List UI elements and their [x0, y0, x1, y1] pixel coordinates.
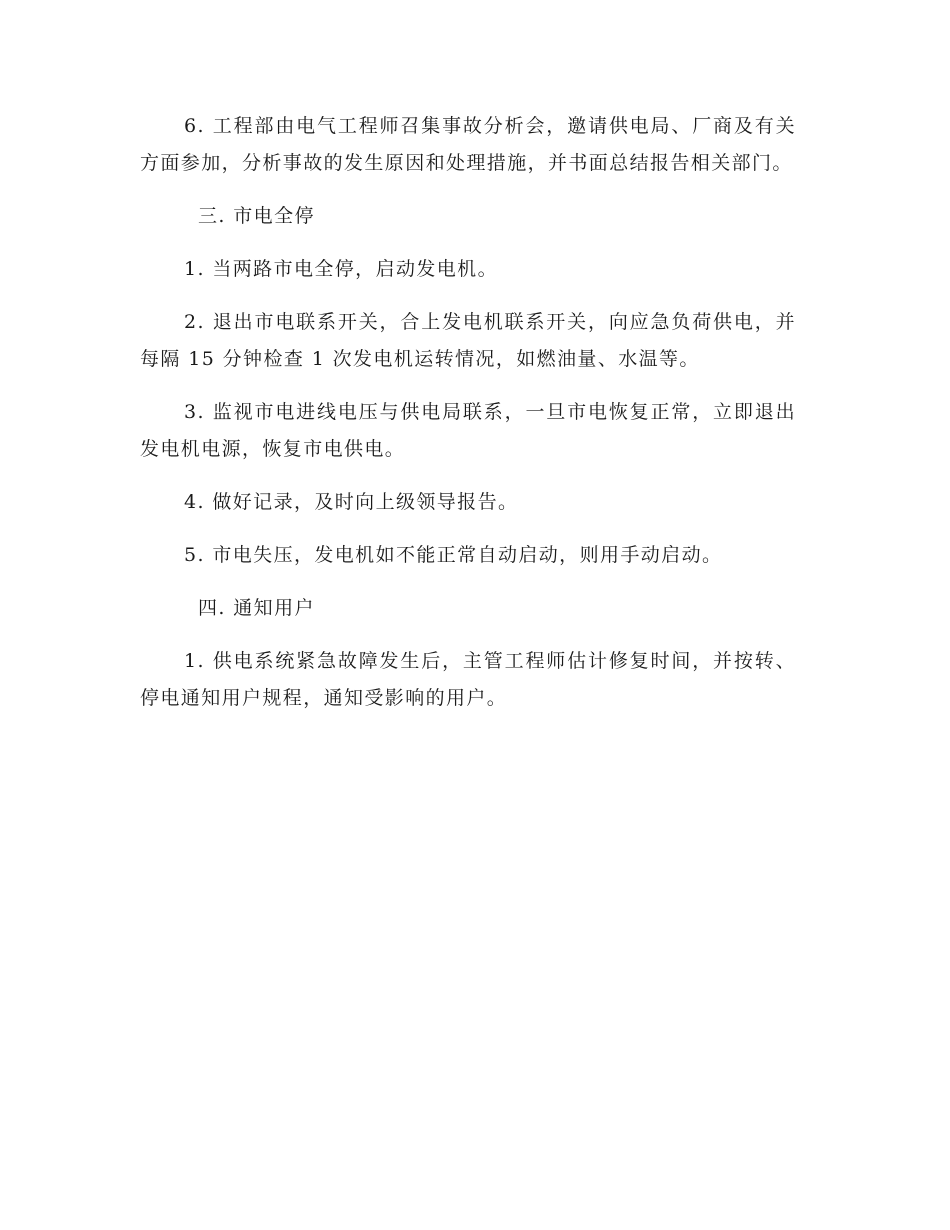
paragraph-item-5-manual-start: 5. 市电失压，发电机如不能正常自动启动，则用手动启动。 [184, 544, 723, 566]
paragraph-item-1-notify-users: 1. 供电系统紧急故障发生后，主管工程师估计修复时间，并按转、停电通知用户规程，通知受影响的用户。 [140, 650, 796, 709]
section-heading-mains-outage: 三. 市电全停 [198, 205, 315, 227]
paragraph-item-3-monitor-voltage: 3. 监视市电进线电压与供电局联系，一旦市电恢复正常，立即退出发电机电源，恢复市电供电。 [140, 401, 796, 460]
section-heading-notify-users: 四. 通知用户 [198, 597, 315, 619]
document-body [140, 108, 796, 733]
paragraph-item-2-switch-to-generator: 2. 退出市电联系开关，合上发电机联系开关，向应急负荷供电，并每隔 15 分钟检查 1 次发电机运转情况，如燃油量、水温等。 [140, 311, 796, 370]
paragraph-item-6-accident-analysis: 6. 工程部由电气工程师召集事故分析会，邀请供电局、厂商及有关方面参加，分析事故的发生原因和处理措施，并书面总结报告相关部门。 [140, 115, 796, 174]
paragraph-item-4-record-report: 4. 做好记录，及时向上级领导报告。 [184, 491, 519, 513]
paragraph-item-1-start-generator: 1. 当两路市电全停，启动发电机。 [184, 258, 498, 280]
